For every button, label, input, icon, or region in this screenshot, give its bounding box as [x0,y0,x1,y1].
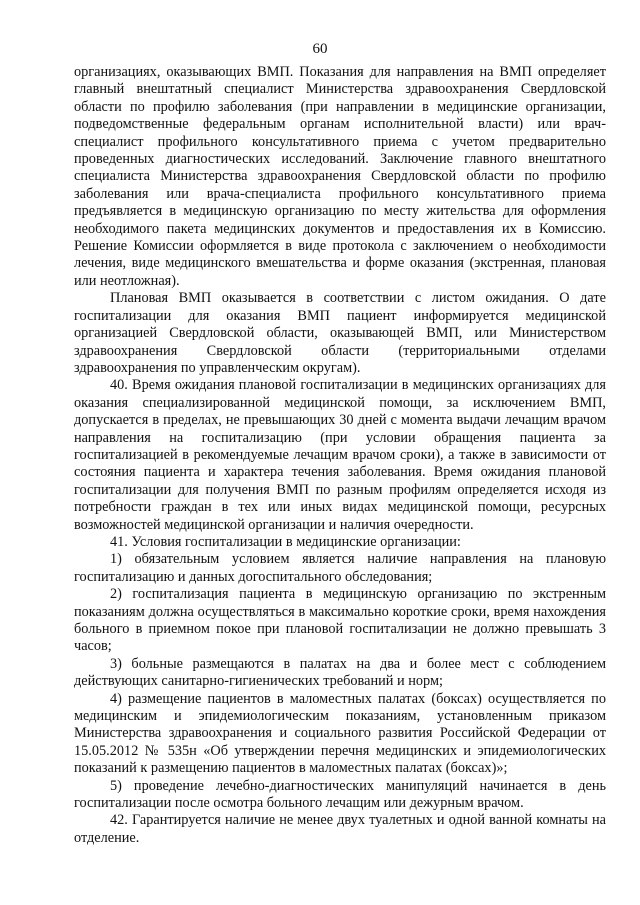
paragraph-planned-vmp: Плановая ВМП оказывается в соответствии с листом ожидания. О дате госпитализации для оказания ВМП пациент информируется медицинской организацией Свердловской области, оказывающей ВМП, или Министерством здравоохранения Свердловской области (территориальными отделами здравоохранения по управленческим округам). [74,290,606,376]
document-body [74,64,606,847]
paragraph-item-41-1: 1) обязательным условием является наличие направления на плановую госпитализацию и данных догоспитального обследования; [74,551,606,585]
paragraph-item-41-3: 3) больные размещаются в палатах на два и более мест с соблюдением действующих санитарно-гигиенических требований и норм; [74,655,606,690]
paragraph-item-41-4: 4) размещение пациентов в маломестных палатах (боксах) осуществляется по медицинским и эпидемиологическим показаниям, установленным приказом Министерства здравоохранения и социального развития Российской Федерации от 15.05.2012 № 535н «Об утверждении перечня медицинских и эпидемиологических показаний к размещению пациентов в маломестных палатах (боксах)»; [74,690,606,777]
paragraph-item-40: 40. Время ожидания плановой госпитализации в медицинских организациях для оказания специализированной медицинской помощи, за исключением ВМП, допускается в пределах, не превышающих 30 дней с момента выдачи лечащим врачом направления на госпитализацию (при условии обращения пациента за госпитализацией в рекомендуемые лечащим врачом сроки), а также в зависимости от состояния пациента и характера течения заболевания. Время ожидания плановой госпитализации для получения ВМП по разным профилям определяется исходя из потребности граждан в тех или иных видах медицинской помощи, ресурсных возможностей медицинской организации и наличия очередности. [74,377,606,533]
paragraph-vmp-indications: организациях, оказывающих ВМП. Показания для направления на ВМП определяет главный внештатный специалист Министерства здравоохранения Свердловской области по профилю заболевания (при направлении в медицинские организации, подведомственные федеральным органам исполнительной власти) или врач-специалист профильного консультативного приема с учетом предварительно проведенных диагностических исследований. Заключение главного внештатного специалиста Министерства здравоохранения Свердловской области по профилю заболевания или врача-специалиста профильного консультативного приема предъявляется в медицинскую организацию по месту жительства для оформления необходимого пакета медицинских документов и предоставления их в Комиссию. Решение Комиссии оформляется в виде протокола с заключением о необходимости лечения, виде медицинского вмешательства и форме оказания (экстренная, плановая или неотложная). [74,64,606,289]
paragraph-item-42: 42. Гарантируется наличие не менее двух туалетных и одной ванной комнаты на отделение. [74,812,606,846]
paragraph-item-41-2: 2) госпитализация пациента в медицинскую организацию по экстренным показаниям должна осуществляться в максимально короткие сроки, время нахождения больного в приемном покое при плановой госпитализации не должно превышать 3 часов; [74,586,606,655]
paragraph-item-41: 41. Условия госпитализации в медицинские организации: [110,533,461,550]
paragraph-item-41-5: 5) проведение лечебно-диагностических манипуляций начинается в день госпитализации после осмотра больного лечащим или дежурным врачом. [74,777,606,812]
page-number: 60 [312,41,328,57]
